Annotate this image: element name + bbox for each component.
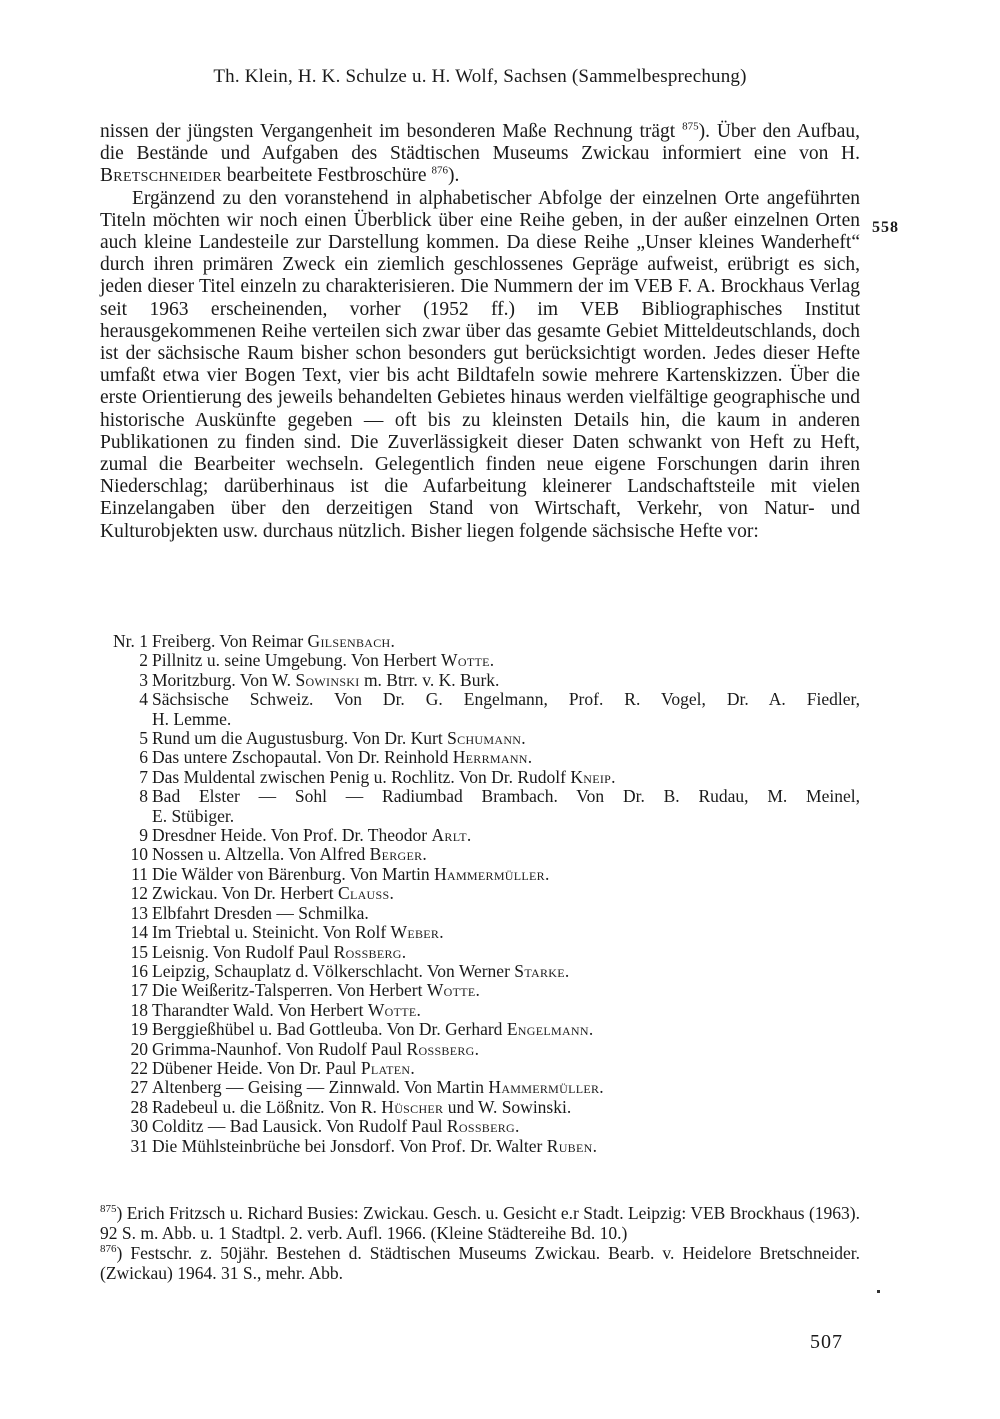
list-item-number: 28	[130, 1096, 148, 1117]
list-item-text: Im Triebtal u. Steinicht. Von Rolf Weber.	[152, 922, 444, 943]
author-name: Engelmann	[506, 1019, 589, 1040]
list-item-text: Nossen u. Altzella. Von Alfred Berger.	[152, 844, 427, 865]
list-item-text: Colditz — Bad Lausick. Von Rudolf Paul Rossberg.	[152, 1116, 520, 1137]
list-item-text: Dresdner Heide. Von Prof. Dr. Theodor Arlt.	[152, 825, 472, 846]
list-item-number: 14	[130, 922, 148, 943]
list-item-text: Das Muldental zwischen Penig u. Rochlitz. Von Dr. Rudolf Kneip.	[152, 766, 616, 787]
list-item	[100, 1098, 860, 1117]
author-name: Wotte	[441, 650, 490, 671]
list-item-text: Die Wälder von Bärenburg. Von Martin Hammermüller.	[152, 863, 550, 884]
list-item	[100, 1040, 860, 1059]
list-item-number: 7	[139, 766, 148, 787]
list-item	[100, 748, 860, 767]
footnote-label: 875	[100, 1203, 117, 1216]
list-item-number: 22	[130, 1057, 148, 1078]
author-name: Hüscher	[381, 1096, 444, 1117]
list-item-number: 9	[139, 825, 148, 846]
author-name: Gilsenbach	[307, 631, 391, 651]
author-name: Rossberg	[406, 1038, 475, 1059]
author-name: Rossberg	[333, 941, 402, 962]
author-name: Starke	[514, 960, 565, 981]
list-item-continuation: H. Lemme.	[152, 708, 232, 729]
list-item-number: 19	[130, 1019, 148, 1040]
list-item-number: 2	[139, 650, 148, 671]
author-name: Rossberg	[446, 1116, 515, 1137]
author-name: Hammermüller	[488, 1077, 600, 1098]
list-item-continuation: E. Stübiger.	[152, 805, 235, 826]
list-item-number: 18	[130, 999, 148, 1020]
footnote-label: 876	[100, 1243, 117, 1256]
list-item-number: 15	[130, 941, 148, 962]
paragraph-1: nissen der jüngsten Vergangenheit im besonderen Maße Rechnung trägt $^{875}$). Über den Aufbau, die Bestände und Aufgaben des Städtischen Museums Zwickau informiert eine von H. Bretschneider bearbeitete Festbroschüre $^{876}$).	[100, 120, 860, 187]
list-item	[100, 651, 860, 670]
list-item-text: Die Weißeritz-Talsperren. Von Herbert Wotte.	[152, 980, 480, 1001]
list-item-text: Sächsische Schweiz. Von Dr. G. Engelmann, Prof. R. Vogel, Dr. A. Fiedler,	[152, 689, 860, 710]
list-item-text: Leisnig. Von Rudolf Paul Rossberg.	[152, 941, 407, 962]
list-item-text: Pillnitz u. seine Umgebung. Von Herbert Wotte.	[152, 650, 495, 671]
list-item	[100, 632, 860, 651]
list-item-number: 13	[130, 902, 148, 923]
list-item	[100, 943, 860, 962]
print-speck	[877, 1290, 880, 1293]
list-item-text: Altenberg — Geising — Zinnwald. Von Martin Hammermüller.	[152, 1077, 604, 1098]
author-name: Wotte	[367, 999, 417, 1020]
margin-number: 558	[872, 219, 899, 236]
footnote-ref-875[interactable]: 875	[682, 120, 699, 133]
list-item-number: 30	[130, 1116, 148, 1137]
list-item	[100, 1001, 860, 1020]
author-name: Hammermüller	[434, 863, 545, 884]
list-item	[100, 690, 860, 709]
list-item	[100, 826, 860, 845]
author-name: Kneip	[570, 766, 612, 787]
list-item-number: 3	[139, 669, 148, 690]
footnotes	[100, 1203, 860, 1283]
paragraph-2: Ergänzend zu den voranstehend in alphabetischer Abfolge der einzelnen Orte angeführten Titeln möchten wir noch einen Überblick über eine Reihe geben, in der außer einzelnen Orten auch kleine Landesteile zur Darstellung kommen. Da diese Reihe „Unser kleines Wanderheft“ durch ihren primären Zweck ein ziemlich geschlossenes Gepräge aufweist, erübrigt es sich, jeden dieser Titel einzeln zu charakterisieren. Die Nummern der im VEB F. A. Brockhaus Verlag seit 1963 erscheinenden, vorher (1952 ff.) im VEB Bibliographisches Institut herausgekommenen Reihe verteilen sich zwar über das gesamte Gebiet Mitteldeutschlands, doch ist der sächsische Raum bisher schon besonders gut berücksichtigt worden. Jedes dieser Hefte umfaßt etwa vier Bogen Text, vier bis acht Bildtafeln sowie mehrere Kartenskizzen. Über die erste Orientierung des jeweils behandelten Gebietes hinaus werden vielfältige geographische und historische Auskünfte gegeben — oft bis zu kleinsten Details hin, die kaum in anderen Publikationen zu finden sind. Die Zuverlässigkeit dieser Daten schwankt von Heft zu Heft, zumal die Bearbeiter wechseln. Gelegentlich finden neue eigene Forschungen darin ihren Niederschlag; darüberhinaus ist die Aufarbeitung kleinerer Landschaftsteile mit vielen Einzelangaben über den derzeitigen Stand von Wirtschaft, Verkehr, von Natur- und Kulturobjekten usw. durchaus nützlich. Bisher liegen folgende sächsische Hefte vor:	[100, 187, 860, 542]
list-item	[100, 923, 860, 942]
list-item-text: Leipzig, Schauplatz d. Völkerschlacht. Von Werner Starke.	[152, 960, 570, 981]
list-item	[100, 845, 860, 864]
list-item-number: 4	[139, 689, 148, 710]
footnote: $^{875}$) Erich Fritzsch u. Richard Busies: Zwickau. Gesch. u. Gesicht e.r Stadt. Leipzig: VEB Brockhaus (1963). 92 S. m. Abb. u. 1 Stadtpl. 2. verb. Aufl. 1966. (Kleine Städtereihe Bd. 10.)	[100, 1203, 860, 1243]
list-item-text: Bad Elster — Sohl — Radiumbad Brambach. Von Dr. B. Rudau, M. Meinel,	[152, 786, 860, 807]
author-name: Sowinski	[295, 669, 360, 690]
list-item	[100, 865, 860, 884]
list-item-number: 27	[130, 1077, 148, 1098]
author-name: Clauss	[337, 883, 390, 904]
list-item	[100, 671, 860, 690]
list-item-number: 12	[130, 883, 148, 904]
list-item-number: 6	[139, 747, 148, 768]
page-number: 507	[810, 1331, 843, 1353]
author-name: Wotte	[426, 980, 476, 1001]
author-name: Weber	[390, 922, 440, 943]
list-item	[100, 1137, 860, 1156]
list-item-number: 8	[139, 786, 148, 807]
list-item-text: Elbfahrt Dresden — Schmilka.	[152, 902, 369, 923]
list-item-number: 16	[130, 960, 148, 981]
list-item-number: 5	[139, 728, 148, 749]
list-item-number: Nr. 1	[113, 631, 148, 651]
list-item	[100, 1020, 860, 1039]
list-item	[100, 884, 860, 903]
list-item-text: Rund um die Augustusburg. Von Dr. Kurt Schumann.	[152, 728, 526, 749]
list-item-number: 20	[130, 1038, 148, 1059]
list-item-text: Das untere Zschopautal. Von Dr. Reinhold Herrmann.	[152, 747, 533, 768]
list-item	[100, 768, 860, 787]
booklet-list	[100, 632, 860, 1156]
list-item-text: Berggießhübel u. Bad Gottleuba. Von Dr. Gerhard Engelmann.	[152, 1019, 594, 1040]
list-item	[100, 1059, 860, 1078]
author-name: Platen	[360, 1057, 411, 1078]
list-item	[100, 1117, 860, 1136]
list-item-text: Freiberg. Von Reimar Gilsenbach.	[152, 631, 395, 651]
author-name: Ruben	[546, 1135, 593, 1156]
author-name: Schumann	[447, 728, 522, 749]
list-item-number: 10	[130, 844, 148, 865]
list-item-text: Grimma-Naunhof. Von Rudolf Paul Rossberg.	[152, 1038, 480, 1059]
author-name: Herrmann	[452, 747, 528, 768]
list-item	[100, 981, 860, 1000]
list-item	[100, 729, 860, 748]
list-item-text: Moritzburg. Von W. Sowinski m. Btrr. v. K. Burk.	[152, 669, 500, 690]
list-item-number: 11	[131, 863, 148, 884]
author-name: Berger	[369, 844, 423, 865]
body-text	[100, 121, 860, 543]
list-item-text: Radebeul u. die Lößnitz. Von R. Hüscher und W. Sowinski.	[152, 1096, 572, 1117]
list-item-text: Zwickau. Von Dr. Herbert Clauss.	[152, 883, 394, 904]
list-item	[100, 1078, 860, 1097]
footnote-ref-876[interactable]: 876	[431, 164, 448, 177]
footnote: $^{876}$) Festschr. z. 50jähr. Bestehen d. Städtischen Museums Zwickau. Bearb. v. Heidelore Bretschneider. (Zwickau) 1964. 31 S., mehr. Abb.	[100, 1243, 860, 1283]
list-item	[100, 904, 860, 923]
list-item-text: Tharandter Wald. Von Herbert Wotte.	[152, 999, 421, 1020]
list-item-number: 17	[130, 980, 148, 1001]
list-item	[100, 787, 860, 806]
list-item	[100, 962, 860, 981]
list-item-text: Dübener Heide. Von Dr. Paul Platen.	[152, 1057, 415, 1078]
list-item-number: 31	[130, 1135, 148, 1156]
list-item-text: Die Mühlsteinbrüche bei Jonsdorf. Von Prof. Dr. Walter Ruben.	[152, 1135, 597, 1156]
running-head: Th. Klein, H. K. Schulze u. H. Wolf, Sachsen (Sammelbesprechung)	[213, 66, 747, 87]
author-name: Arlt	[431, 825, 467, 846]
